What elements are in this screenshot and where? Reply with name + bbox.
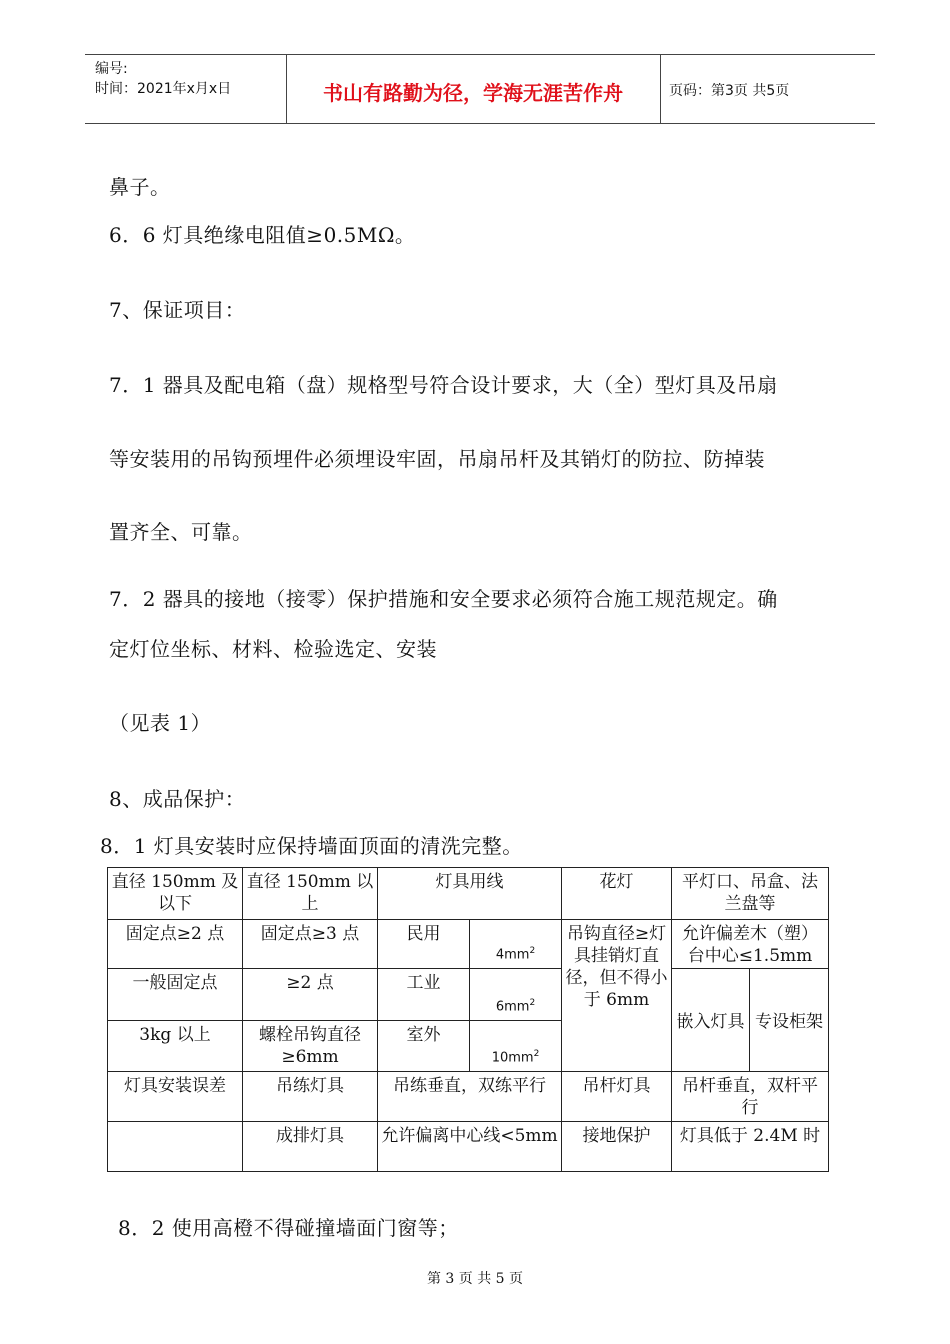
table-cell: 固定点≥3 点	[243, 920, 378, 969]
table-row	[108, 969, 829, 1021]
table-row	[108, 920, 829, 969]
page-header	[85, 54, 875, 124]
section-heading: 8、成品保护：	[109, 787, 246, 811]
header-motto: 书山有路勤为径，学海无涯苦作舟	[323, 81, 623, 105]
paragraph: （见表 1）	[109, 711, 212, 735]
table-cell: 花灯	[562, 868, 672, 920]
paragraph: 7．1 器具及配电箱（盘）规格型号符合设计要求，大（全）型灯具及吊扇	[109, 373, 778, 397]
table-cell: 直径 150mm 及以下	[108, 868, 243, 920]
table-cell: 吊杆灯具	[562, 1072, 672, 1122]
table-row	[108, 868, 829, 920]
table-cell: 工业	[378, 969, 470, 1021]
section-heading: 7、保证项目：	[109, 298, 246, 322]
table-cell: 吊练垂直，双练平行	[378, 1072, 562, 1122]
table-cell: ≥2 点	[243, 969, 378, 1021]
paragraph: 6．6 灯具绝缘电阻值≥0.5MΩ。	[109, 223, 416, 247]
table-cell: 室外	[378, 1021, 470, 1072]
page-footer: 第 3 页 共 5 页	[426, 1271, 524, 1287]
table-cell: 平灯口、吊盒、法兰盘等	[672, 868, 829, 920]
table-cell: 民用	[378, 920, 470, 969]
table-cell: 一般固定点	[108, 969, 243, 1021]
table-cell: 专设柜架	[750, 969, 829, 1072]
table-cell: $6mm^2$	[470, 969, 562, 1021]
table-row	[108, 1122, 829, 1172]
paragraph: 8．1 灯具安装时应保持墙面顶面的清洗完整。	[100, 834, 523, 858]
header-meta	[95, 59, 231, 99]
table-cell: 螺栓吊钩直径≥6mm	[243, 1021, 378, 1072]
table-cell: 允许偏离中心线<5mm	[378, 1122, 562, 1172]
header-divider	[660, 55, 661, 123]
table-cell: 成排灯具	[243, 1122, 378, 1172]
doc-date-label: 时间：2021年x月x日	[95, 81, 232, 97]
table-cell: 嵌入灯具	[672, 969, 750, 1072]
paragraph: 8．2 使用高橙不得碰撞墙面门窗等；	[118, 1216, 459, 1240]
paragraph: 定灯位坐标、材料、检验选定、安装	[109, 637, 437, 661]
table-cell: 直径 150mm 以上	[243, 868, 378, 920]
table-cell: 吊杆垂直，双杆平行	[672, 1072, 829, 1122]
paragraph: 7．2 器具的接地（接零）保护措施和安全要求必须符合施工规范规定。确	[109, 587, 778, 611]
paragraph: 等安装用的吊钩预埋件必须埋设牢固，吊扇吊杆及其销灯的防拉、防掉装	[109, 447, 765, 471]
table-cell: 接地保护	[562, 1122, 672, 1172]
table-cell: $10mm^2$	[470, 1021, 562, 1072]
doc-number-label: 编号:	[95, 61, 128, 77]
paragraph: 置齐全、可靠。	[109, 520, 253, 544]
table-cell: 吊练灯具	[243, 1072, 378, 1122]
table-cell	[108, 1122, 243, 1172]
table-cell: $4mm^2$	[470, 920, 562, 969]
header-page-number: 页码：第3页 共5页	[669, 83, 790, 99]
lighting-spec-table	[107, 867, 829, 1172]
table-row	[108, 1072, 829, 1122]
table-cell: 固定点≥2 点	[108, 920, 243, 969]
table-cell: 允许偏差木（塑）台中心≤1.5mm	[672, 920, 829, 969]
paragraph: 鼻子。	[109, 175, 171, 199]
table-cell: 灯具低于 2.4M 时	[672, 1122, 829, 1172]
table-cell: 灯具安装误差	[108, 1072, 243, 1122]
table-cell: 灯具用线	[378, 868, 562, 920]
table-cell: 吊钩直径≥灯具挂销灯直径，但不得小于 6mm	[562, 920, 672, 1072]
table-cell: 3kg 以上	[108, 1021, 243, 1072]
